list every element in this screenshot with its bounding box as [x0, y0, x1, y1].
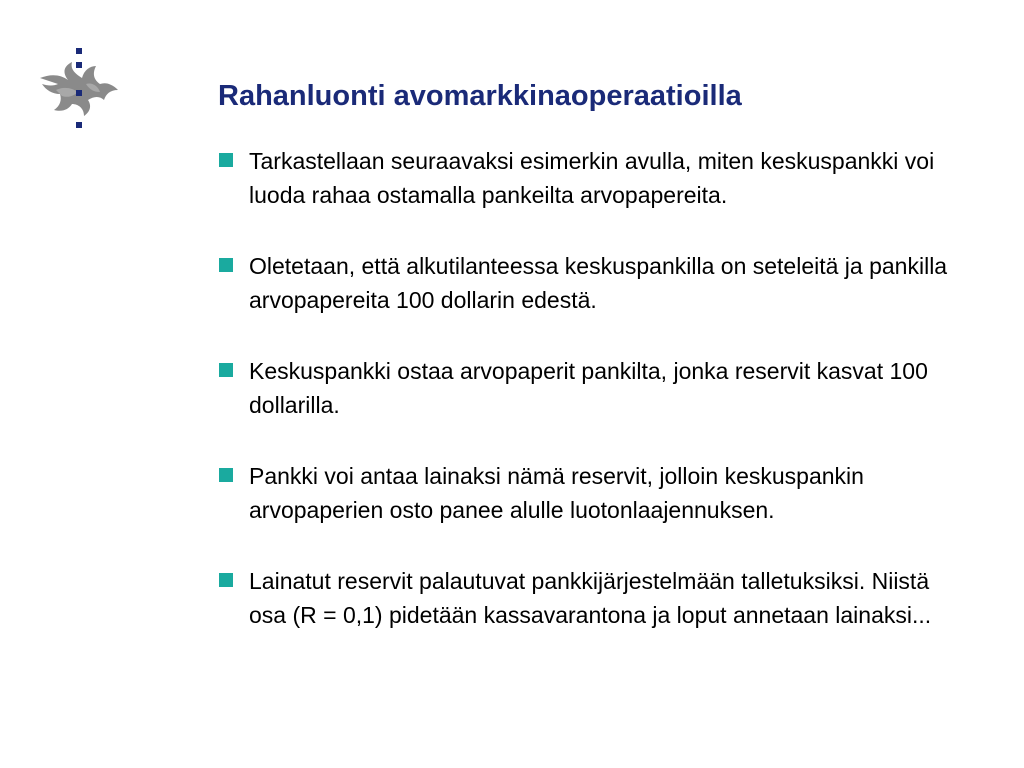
bullet-item	[218, 459, 958, 527]
square-bullet-icon	[219, 573, 233, 587]
square-bullet-icon	[219, 153, 233, 167]
university-flame-torch-icon	[34, 44, 126, 136]
bullet-item	[218, 564, 958, 632]
bullet-item	[218, 249, 958, 317]
bullet-list	[218, 144, 958, 669]
square-bullet-icon	[219, 468, 233, 482]
bullet-text: Lainatut reservit palautuvat pankkijärjestelmään talletuksiksi. Niistä osa (R = 0,1) pidetään kassavarantona ja loput annetaan lainaksi...	[249, 568, 932, 628]
square-bullet-icon	[219, 258, 233, 272]
bullet-item	[218, 144, 958, 212]
bullet-text: Oletetaan, että alkutilanteessa keskuspankilla on seteleitä ja pankilla arvopapereita 100 dollarin edestä.	[249, 253, 948, 313]
square-bullet-icon	[219, 363, 233, 377]
bullet-item	[218, 354, 958, 422]
bullet-text: Pankki voi antaa lainaksi nämä reservit, jolloin keskuspankin arvopaperien osto panee alulle luotonlaajennuksen.	[249, 463, 864, 523]
slide-title: Rahanluonti avomarkkinaoperaatioilla	[218, 80, 742, 112]
bullet-text: Keskuspankki ostaa arvopaperit pankilta, jonka reservit kasvat 100 dollarilla.	[249, 358, 928, 418]
bullet-text: Tarkastellaan seuraavaksi esimerkin avulla, miten keskuspankki voi luoda rahaa ostamalla pankeilta arvopapereita.	[249, 148, 935, 208]
